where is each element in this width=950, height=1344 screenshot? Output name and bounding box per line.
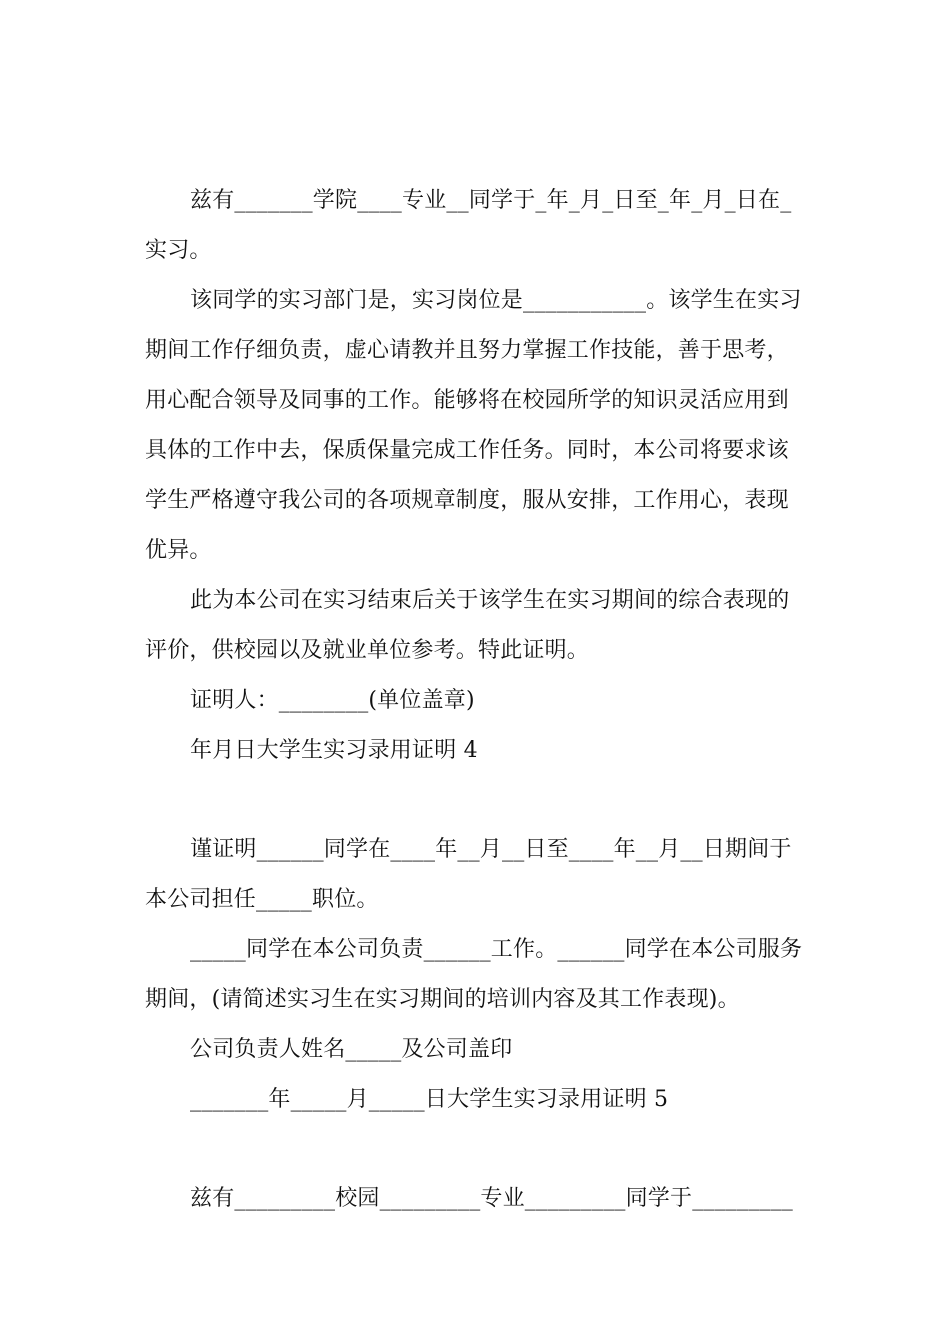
section-heading-5: _______年_____月_____日大学生实习录用证明 5 bbox=[190, 1087, 669, 1112]
text-line-3: 该同学的实习部门是，实习岗位是___________。该学生在实习 bbox=[190, 288, 802, 313]
text-line-10: 评价，供校园以及就业单位参考。特此证明。 bbox=[145, 638, 590, 663]
text-line-8: 优异。 bbox=[145, 538, 212, 563]
text-line-7: 学生严格遵守我公司的各项规章制度，服从安排，工作用心，表现 bbox=[145, 488, 789, 513]
text-line-5: 用心配合领导及同事的工作。能够将在校园所学的知识灵活应用到 bbox=[145, 388, 789, 413]
text-line-4: 期间工作仔细负责，虚心请教并且努力掌握工作技能，善于思考， bbox=[145, 338, 789, 363]
text-line-14: 本公司担任_____职位。 bbox=[145, 887, 379, 912]
text-line-9: 此为本公司在实习结束后关于该学生在实习期间的综合表现的 bbox=[190, 588, 790, 613]
company-seal-line: 公司负责人姓名_____及公司盖印 bbox=[190, 1037, 513, 1062]
text-line-1: 兹有_______学院____专业__同学于_年_月_日至_年_月_日在_ bbox=[190, 188, 792, 213]
text-line-16: 期间，(请简述实习生在实习期间的培训内容及其工作表现)。 bbox=[145, 987, 740, 1012]
certifier-line: 证明人：________(单位盖章) bbox=[190, 688, 475, 713]
text-line-2: 实习。 bbox=[145, 238, 212, 263]
section-heading-4: 年月日大学生实习录用证明 4 bbox=[190, 738, 478, 763]
text-line-6: 具体的工作中去，保质保量完成工作任务。同时，本公司将要求该 bbox=[145, 438, 789, 463]
text-line-15: _____同学在本公司负责______工作。______同学在本公司服务 bbox=[190, 937, 803, 962]
text-line-19: 兹有_________校园_________专业_________同学于_________ bbox=[190, 1186, 794, 1211]
text-line-13: 谨证明______同学在____年__月__日至____年__月__日期间于 bbox=[190, 837, 792, 862]
